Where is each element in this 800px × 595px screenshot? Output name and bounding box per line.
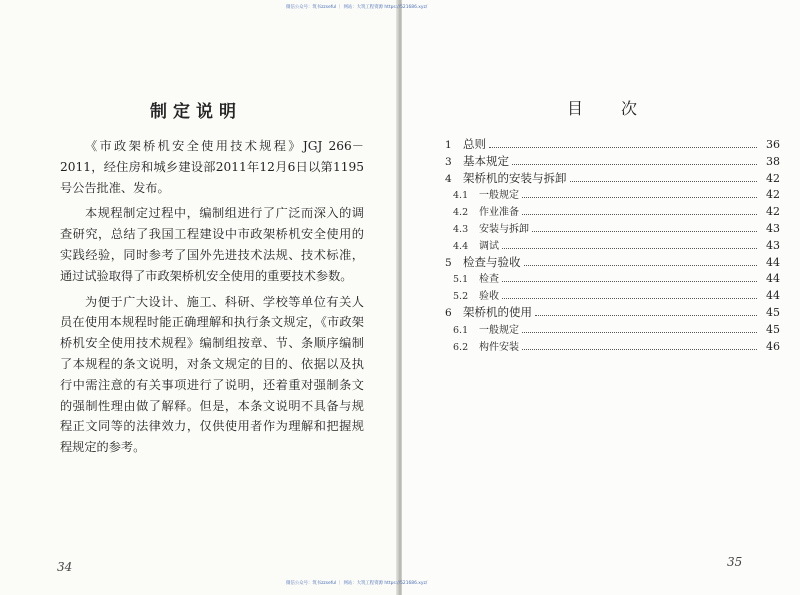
toc-entry-page: 44 <box>766 289 780 303</box>
toc-entry-number: 5.1 <box>453 274 469 286</box>
toc-entry[interactable] <box>445 186 780 203</box>
toc-entry[interactable] <box>445 170 780 187</box>
toc-entry-label: 架桥机的安装与拆卸 <box>463 170 567 185</box>
toc-leader-dots <box>522 197 757 198</box>
toc-entry-label: 总则 <box>463 137 486 151</box>
toc-entry-number: 3 <box>445 155 452 168</box>
toc-leader-dots <box>502 248 757 249</box>
toc-entry-label: 安装与拆卸 <box>479 223 529 235</box>
toc-entry[interactable] <box>445 254 780 271</box>
toc-entry-label: 构件安装 <box>479 341 519 353</box>
toc-entry-label: 一般规定 <box>479 190 519 202</box>
watermark-bottom: 微信公众号：筑书zzseful ｜ 网站：大筑工程资源 https://521686.xyz/ <box>286 581 428 586</box>
table-of-contents <box>445 136 780 354</box>
toc-leader-dots <box>535 315 757 316</box>
toc-entry-page: 43 <box>766 238 780 252</box>
toc-entry-page: 46 <box>766 339 780 353</box>
paragraph-2: 本规程制定过程中，编制组进行了广泛而深入的调查研究，总结了我国工程建设中市政架桥机安全使用的实践经验，同时参考了国外先进技术法规、技术标准，通过试验取得了市政架桥机安全使用的重要技术参数。 <box>60 206 364 283</box>
explanation-text <box>60 136 364 463</box>
toc-entry-page: 42 <box>766 171 780 185</box>
toc-entry[interactable] <box>445 237 780 254</box>
toc-entry-number: 6.1 <box>453 324 469 336</box>
toc-entry-label: 一般规定 <box>479 324 519 336</box>
page-title: 制定说明 <box>150 102 242 122</box>
page-number-right: 35 <box>727 555 743 569</box>
toc-entry-label: 架桥机的使用 <box>463 304 532 319</box>
toc-entry-number: 4.2 <box>453 207 469 219</box>
toc-entry-number: 5 <box>445 256 452 269</box>
toc-entry-label: 基本规定 <box>463 153 509 168</box>
toc-entry-page: 38 <box>766 154 780 168</box>
toc-leader-dots <box>512 164 757 165</box>
left-page <box>0 0 398 595</box>
toc-leader-dots <box>570 181 758 182</box>
toc-entry[interactable] <box>445 220 780 237</box>
toc-entry-page: 42 <box>766 205 780 219</box>
toc-entry-number: 5.2 <box>453 291 469 303</box>
toc-entry[interactable] <box>445 136 780 153</box>
toc-entry-page: 44 <box>766 272 780 286</box>
toc-entry-number: 6.2 <box>453 341 469 353</box>
toc-entry-label: 检查 <box>479 274 499 286</box>
toc-entry-number: 4.1 <box>453 190 469 202</box>
toc-entry[interactable] <box>445 338 780 355</box>
toc-entry-label: 检查与验收 <box>463 254 521 269</box>
page-number-left: 34 <box>57 560 73 574</box>
toc-entry[interactable] <box>445 153 780 170</box>
toc-entry[interactable] <box>445 304 780 321</box>
toc-leader-dots <box>502 298 757 299</box>
toc-title: 目次 <box>567 99 676 118</box>
toc-entry-page: 44 <box>766 255 780 269</box>
toc-leader-dots <box>522 214 757 215</box>
right-page <box>402 0 800 595</box>
toc-entry-page: 42 <box>766 188 780 202</box>
toc-entry-page: 45 <box>766 305 780 319</box>
toc-leader-dots <box>502 281 757 282</box>
toc-entry-number: 1 <box>445 139 452 151</box>
toc-entry-number: 4.4 <box>453 240 469 252</box>
toc-entry-page: 36 <box>766 138 780 151</box>
toc-entry-label: 调试 <box>479 240 499 252</box>
paragraph-1: 《市政架桥机安全使用技术规程》JGJ 266－2011，经住房和城乡建设部2011年12月6日以第1195号公告批准、发布。 <box>60 139 364 195</box>
toc-leader-dots <box>522 332 757 333</box>
toc-entry[interactable] <box>445 203 780 220</box>
toc-entry[interactable] <box>445 270 780 287</box>
toc-entry[interactable] <box>445 287 780 304</box>
toc-entry[interactable] <box>445 321 780 338</box>
toc-entry-page: 43 <box>766 221 780 235</box>
watermark-top: 微信公众号：筑书zzseful ｜ 网站：大筑工程资源 https://521686.xyz/ <box>286 5 428 10</box>
toc-entry-number: 4 <box>445 172 452 185</box>
toc-entry-label: 作业准备 <box>479 207 519 219</box>
paragraph-3: 为便于广大设计、施工、科研、学校等单位有关人员在使用本规程时能正确理解和执行条文规定，《市政架桥机安全使用技术规程》编制组按章、节、条顺序编制了本规程的条文说明，对条文规定的目的、依据以及执行中需注意的有关事项进行了说明，还着重对强制条文的强制性理由做了解释。但是，本条文说明不具备与规程正文同等的法律效力，仅供使用者作为理解和把握规程规定的参考。 <box>60 294 364 455</box>
toc-leader-dots <box>524 265 758 266</box>
toc-leader-dots <box>532 231 757 232</box>
toc-entry-number: 6 <box>445 306 452 319</box>
toc-entry-number: 4.3 <box>453 223 469 235</box>
toc-entry-page: 45 <box>766 322 780 336</box>
toc-leader-dots <box>522 349 757 350</box>
toc-entry-label: 验收 <box>479 291 499 303</box>
toc-leader-dots <box>489 147 757 148</box>
